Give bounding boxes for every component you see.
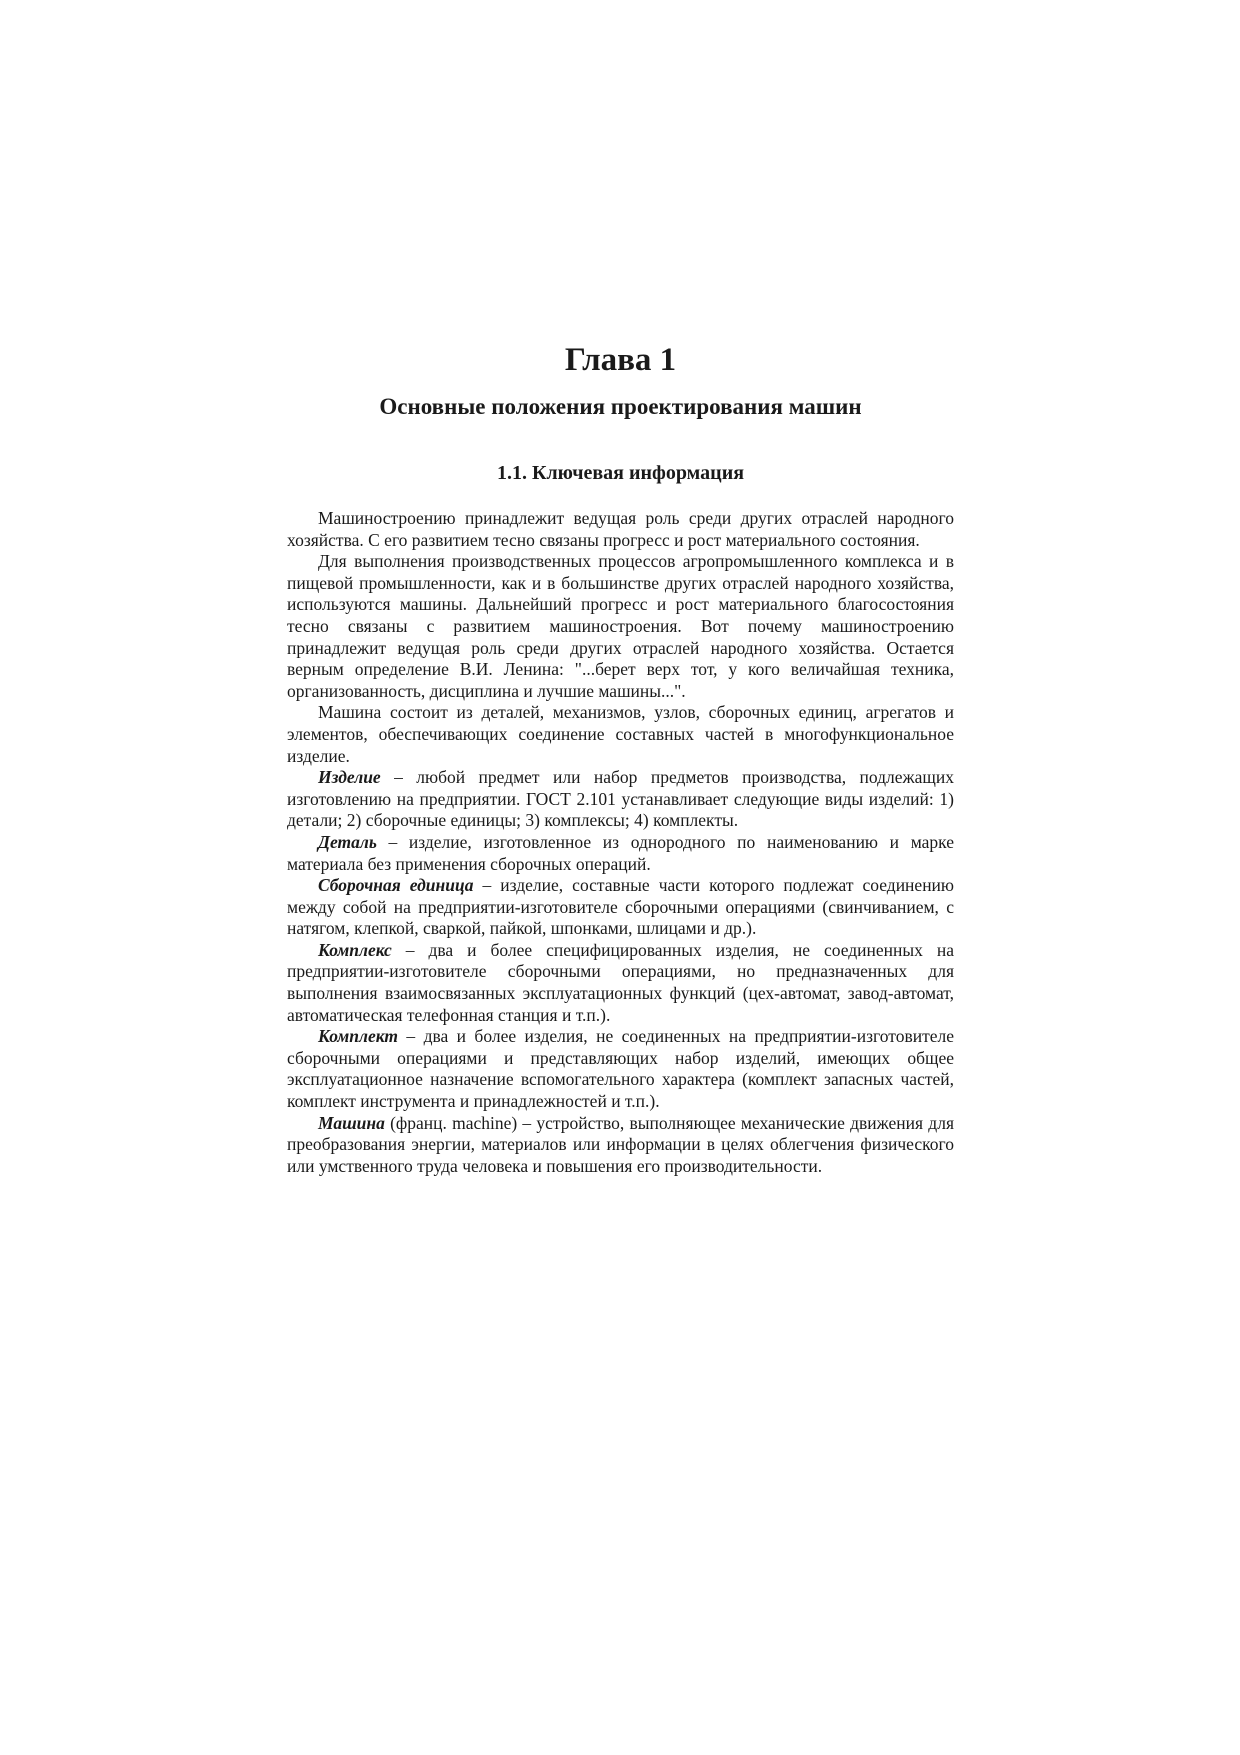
paragraph-text: – два и более специфицированных изделия, не соединенных на предприятии-изготовителе сборочными операциями, но предназначенных для выполнения взаимосвязанных эксплуатационных функций (цех-автомат, завод-автомат, автоматическая телефонная станция и т.п.).: [287, 939, 954, 1025]
paragraph-definition-kompleks: [287, 940, 954, 1026]
paragraph-definition-izdelie: [287, 767, 954, 832]
paragraph-term: Сборочная единица: [318, 875, 474, 896]
paragraph-term: Комплекс: [318, 939, 392, 960]
paragraph-term: Изделие: [318, 767, 381, 788]
paragraph-text: (франц. machine) – устройство, выполняющее механические движения для преобразования энергии, материалов или информации в целях облегчения физического или умственного труда человека и повышения его производительности.: [287, 1112, 954, 1176]
paragraph-definition-komplekt: [287, 1026, 954, 1112]
chapter-label: Глава 1: [564, 342, 677, 378]
paragraph-text: – изделие, изготовленное из однородного по наименованию и марке материала без применения сборочных операций.: [287, 831, 954, 874]
paragraph-text: – любой предмет или набор предметов производства, подлежащих изготовлению на предприятии. ГОСТ 2.101 устанавливает следующие виды изделий: 1) детали; 2) сборочные единицы; 3) комплексы; 4) комплекты.: [287, 767, 954, 831]
paragraph-text: Машина состоит из деталей, механизмов, узлов, сборочных единиц, агрегатов и элементов, обеспечивающих соединение составных частей в многофункциональное изделие.: [287, 702, 954, 766]
paragraph-term: Комплект: [318, 1026, 399, 1047]
paragraph-definition-mashina: [287, 1113, 954, 1178]
chapter-title: Основные положения проектирования машин: [379, 394, 862, 419]
paragraph: [287, 508, 954, 551]
paragraph-term: Деталь: [318, 831, 377, 852]
paragraph-text: Машиностроению принадлежит ведущая роль среди других отраслей народного хозяйства. С его развитием тесно связаны прогресс и рост материального состояния.: [287, 508, 954, 550]
page-content: [287, 340, 954, 1177]
section-title: 1.1. Ключевая информация: [496, 462, 745, 484]
paragraph-text: – изделие, составные части которого подлежат соединению между собой на предприятии-изготовителе сборочными операциями (свинчиванием, с натягом, клепкой, сваркой, пайкой, шпонками, шлицами и др.).: [287, 875, 954, 939]
paragraph-definition-detal: [287, 832, 954, 875]
paragraph-definition-sborochnaya-edinitsa: [287, 875, 954, 940]
paragraph: [287, 551, 954, 702]
paragraph-text: – два и более изделия, не соединенных на предприятии-изготовителе сборочными операциями и представляющих набор изделий, имеющих общее эксплуатационное назначение вспомогательного характера (комплект запасных частей, комплект инструмента и принадлежностей и т.п.).: [287, 1026, 954, 1112]
paragraph-term: Машина: [318, 1112, 385, 1133]
paragraph-text: Для выполнения производственных процессов агропромышленного комплекса и в пищевой промышленности, как и в большинстве других отраслей народного хозяйства, используются машины. Дальнейший прогресс и рост материального благосостояния тесно связаны с развитием машиностроения. Вот почему машиностроению принадлежит ведущая роль среди других отраслей народного хозяйства. Остается верным определение В.И. Ленина: "...берет верх тот, у кого величайшая техника, организованность, дисциплина и лучшие машины...".: [287, 551, 954, 701]
body-text: [287, 508, 954, 1177]
paragraph: [287, 702, 954, 767]
